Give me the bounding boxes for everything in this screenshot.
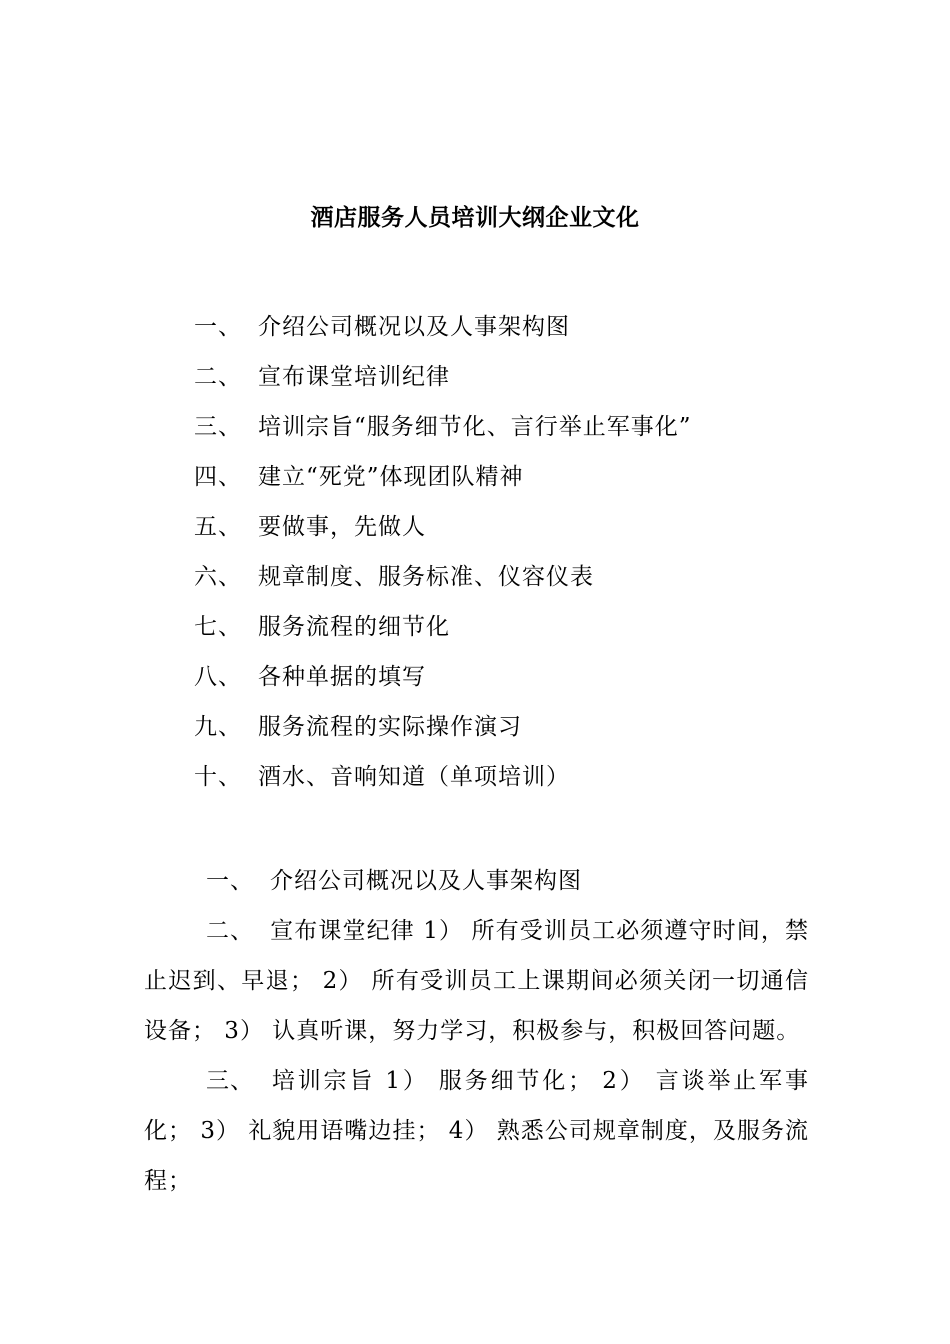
section-text: 介绍公司概况以及人事架构图 (270, 868, 582, 894)
outline-item-text: 酒水、音响知道（单项培训） (258, 764, 570, 790)
outline-item (194, 659, 692, 709)
outline-item-number: 六、 (194, 564, 242, 590)
outline-item-text: 服务流程的实际操作演习 (258, 714, 522, 740)
section-number: 一、 (206, 868, 254, 894)
outline-item-number: 五、 (194, 514, 242, 540)
outline-item-text: 服务流程的细节化 (258, 614, 450, 640)
outline-item-text: 宣布课堂培训纪律 (258, 364, 450, 390)
section-paragraph (144, 906, 809, 1056)
outline-item-text: 规章制度、服务标准、仪容仪表 (258, 564, 594, 590)
outline-item (194, 609, 692, 659)
outline-item-number: 十、 (194, 764, 242, 790)
outline-item-number: 四、 (194, 464, 242, 490)
outline-item (194, 409, 692, 459)
outline-item-text: 建立“死党”体现团队精神 (258, 464, 524, 490)
outline-item-number: 三、 (194, 414, 242, 440)
outline-item-number: 八、 (194, 664, 242, 690)
outline-item (194, 509, 692, 559)
outline-item-number: 七、 (194, 614, 242, 640)
outline-item-text: 培训宗旨“服务细节化、言行举止军事化” (258, 414, 692, 440)
outline-list (194, 309, 692, 809)
outline-item (194, 309, 692, 359)
outline-item-number: 一、 (194, 314, 242, 340)
outline-item-text: 各种单据的填写 (258, 664, 426, 690)
outline-item (194, 709, 692, 759)
outline-item (194, 359, 692, 409)
outline-item-text: 要做事，先做人 (258, 514, 426, 540)
document-title: 酒店服务人员培训大纲企业文化 (310, 205, 640, 231)
section-text: 宣布课堂纪律 1） 所有受训员工必须遵守时间，禁止迟到、早退； 2） 所有受训员工上课期间必须关闭一切通信设备； 3） 认真听课，努力学习，积极参与，积极回答问题。 (144, 918, 809, 1044)
document-body (144, 856, 809, 1206)
outline-item-number: 二、 (194, 364, 242, 390)
outline-item-text: 介绍公司概况以及人事架构图 (258, 314, 570, 340)
outline-item-number: 九、 (194, 714, 242, 740)
outline-item (194, 459, 692, 509)
section-number: 二、 (206, 918, 254, 944)
section-paragraph (144, 1056, 809, 1206)
section-paragraph (144, 856, 809, 906)
section-text: 培训宗旨 1） 服务细节化； 2） 言谈举止军事化； 3） 礼貌用语嘴边挂； 4） 熟悉公司规章制度，及服务流程； (144, 1068, 809, 1194)
outline-item (194, 559, 692, 609)
section-number: 三、 (206, 1068, 254, 1094)
outline-item (194, 759, 692, 809)
